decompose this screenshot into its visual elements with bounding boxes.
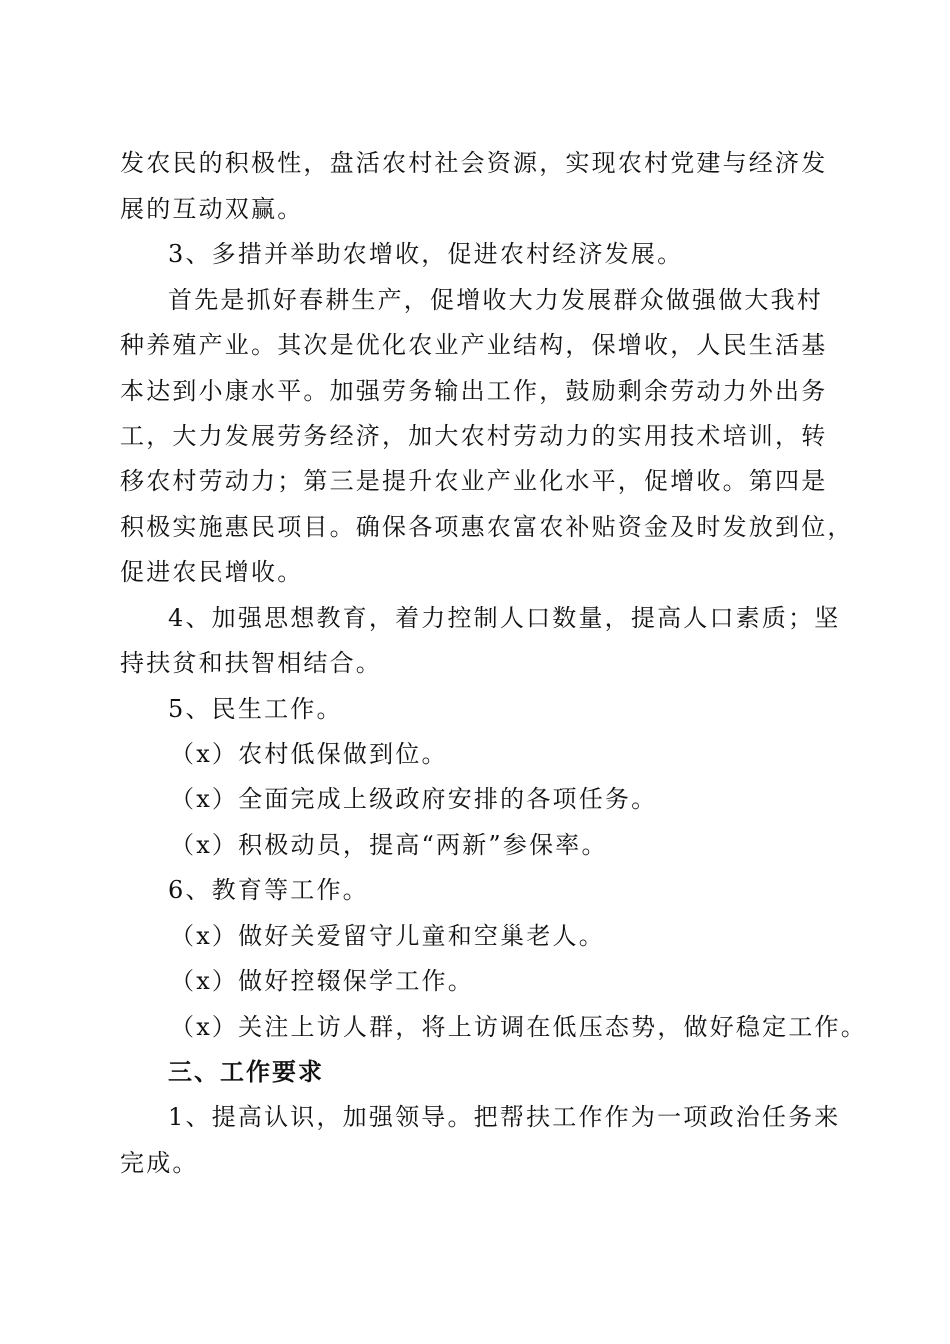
paragraph-line: 持扶贫和扶智相结合。 (120, 649, 382, 677)
paragraph-line: 本达到小康水平。加强劳务输出工作，鼓励剩余劳动力外出务 (120, 377, 828, 405)
section-item-3: 3、多措并举助农增收，促进农村经济发展。 (168, 240, 684, 268)
sub-item: （x）全面完成上级政府安排的各项任务。 (170, 785, 658, 813)
sub-item: （x）做好关爱留守儿童和空巢老人。 (170, 922, 605, 950)
section-heading: 三、工作要求 (168, 1058, 324, 1086)
paragraph-line: 完成。 (120, 1149, 199, 1177)
section-item-6: 6、教育等工作。 (168, 876, 369, 904)
paragraph-line: 移农村劳动力；第三是提升农业产业化水平，促增收。第四是 (120, 467, 828, 495)
section-item-1: 1、提高认识，加强领导。把帮扶工作作为一项政治任务来 (168, 1103, 841, 1131)
sub-item: （x）关注上访人群，将上访调在低压态势，做好稳定工作。 (170, 1013, 867, 1041)
paragraph-line: 展的互动双赢。 (120, 195, 304, 223)
section-item-5: 5、民生工作。 (168, 695, 343, 723)
paragraph-line: 促进农民增收。 (120, 558, 304, 586)
paragraph-line: 种养殖产业。其次是优化农业产业结构，保增收，人民生活基 (120, 331, 828, 359)
paragraph-line: 工，大力发展劳务经济，加大农村劳动力的实用技术培训，转 (120, 422, 828, 450)
paragraph-line: 首先是抓好春耕生产，促增收大力发展群众做强做大我村 (168, 286, 823, 314)
sub-item: （x）积极动员，提高“两新”参保率。 (170, 831, 608, 859)
sub-item: （x）农村低保做到位。 (170, 740, 448, 768)
paragraph-line: 积极实施惠民项目。确保各项惠农富农补贴资金及时发放到位， (120, 513, 854, 541)
sub-item: （x）做好控辍保学工作。 (170, 967, 474, 995)
section-item-4: 4、加强思想教育，着力控制人口数量，提高人口素质；坚 (168, 604, 841, 632)
paragraph-line: 发农民的积极性，盘活农村社会资源，实现农村党建与经济发 (120, 149, 828, 177)
